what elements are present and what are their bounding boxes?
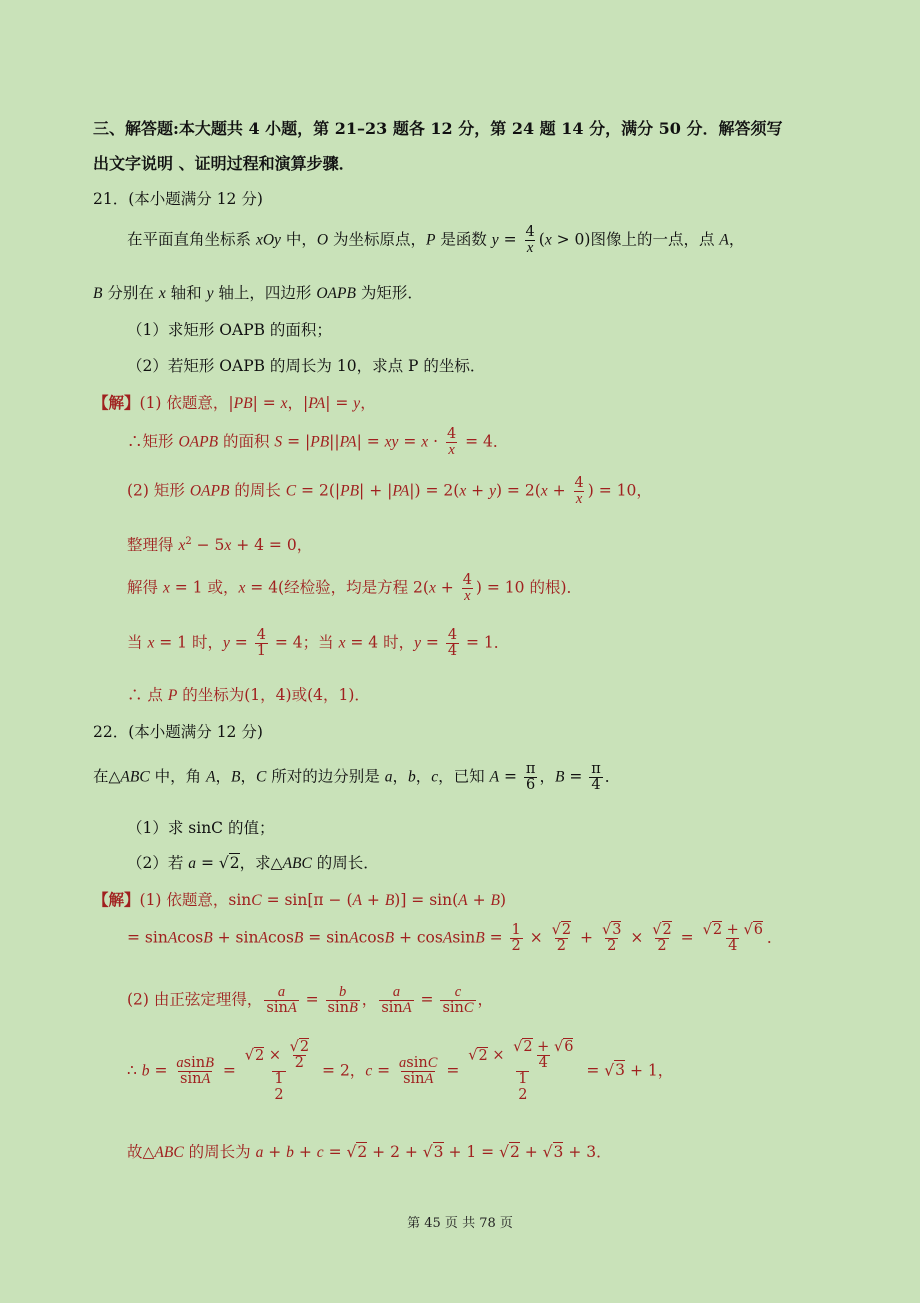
q22-sol-line4: ∴ b = $\frac{asinB}{\sin A}$ = √2 × $\frac{√2}{2}$ 1 2 = 2，c = $\frac{asinC}{\sin A}$ = √2 × $\frac{√2 + √6}{4}$ 1 2 = √3 + 1， <box>127 1039 674 1103</box>
q21-sol-line6: 当 x = 1 时，y = $\frac{4}{1}$ = 4；当 x = 4 时，y = $\frac{4}{4}$ = 1． <box>127 627 510 660</box>
section-heading-line2: 出文字说明 、证明过程和演算步骤． <box>93 154 355 173</box>
q21-sol-line1: 【解】(1) 依题意，|PB| = x，|PA| = y， <box>93 393 376 412</box>
q21-sol-line4: 整理得 $x^2 - 5x + 4 = 0$， <box>127 535 313 554</box>
q21-part1: （1）求矩形 OAPB 的面积； <box>127 321 332 339</box>
q22-sol-line1: 【解】(1) 依题意，sinC = sin[π − (A + B)] = sin(A + B) <box>93 890 507 909</box>
q22-stem: 在△ABC 中，角 A，B，C 所对的边分别是 a，b，c，已知 A = $\frac{\pi}{6}$ ，B = $\frac{\pi}{4}$ ． <box>93 761 621 794</box>
q22-sol-line2: = sinAcosB + sinAcosB = sinAcosB + cosAsinB = $\frac{1}{2}$ × $\frac{√2}{2}$ + $\frac{√3}{2}$ × $\frac{√2}{2}$ = $\frac{√2 + √6}{4}$ ． <box>127 922 783 955</box>
q21-stem-line1: 在平面直角坐标系 xOy 中，O 为坐标原点，P 是函数 y = $\frac{4}{x}$ (x > 0)图像上的一点，点 A， <box>127 224 745 257</box>
q21-sol-line5: 解得 x = 1 或，x = 4(经检验，均是方程 2(x + $\frac{4}{x}$ ) = 10 的根)． <box>127 572 583 605</box>
q22-sol-line5: 故△ABC 的周长为 a + b + c = √2 + 2 + √3 + 1 = √2 + √3 + 3． <box>127 1143 612 1161</box>
q22-part1: （1）求 sinC 的值； <box>127 819 275 837</box>
page-footer: 第 45 页 共 78 页 <box>407 1216 513 1231</box>
q22-part2: （2）若 a = √2，求△ABC 的周长． <box>127 854 379 872</box>
q21-header: 21．(本小题满分 12 分) <box>93 190 263 208</box>
q22-header: 22．(本小题满分 12 分) <box>93 723 263 741</box>
section-heading-line1: 三、解答题:本大题共 4 小题，第 21–23 题各 12 分，第 24 题 14 分，满分 50 分．解答须写 <box>93 119 783 138</box>
q21-sol-line7: ∴ 点 P 的坐标为(1，4)或(4，1)． <box>127 686 370 704</box>
q21-sol-line3: (2) 矩形 OAPB 的周长 C = 2(|PB| + |PA|) = 2(x + y) = 2(x + $\frac{4}{x}$ ) = 10， <box>127 475 652 508</box>
q21-stem-line2: B 分别在 x 轴和 y 轴上，四边形 OAPB 为矩形． <box>93 284 423 302</box>
q22-sol-line3: (2) 由正弦定理得， $\frac{a}{\sin A}$ = $\frac{b}{\sin B}$ ， $\frac{a}{\sin A}$ = $\frac{c}{\sin C}$ ， <box>127 984 494 1017</box>
q21-sol-tag: 【解】 <box>93 393 140 412</box>
q21-part2: （2）若矩形 OAPB 的周长为 10，求点 P 的坐标． <box>127 357 486 375</box>
q21-sol-line2: ∴矩形 OAPB 的面积 S = |PB||PA| = xy = x · $\frac{4}{x}$ = 4． <box>127 426 509 459</box>
q22-sol-tag: 【解】 <box>93 890 140 909</box>
